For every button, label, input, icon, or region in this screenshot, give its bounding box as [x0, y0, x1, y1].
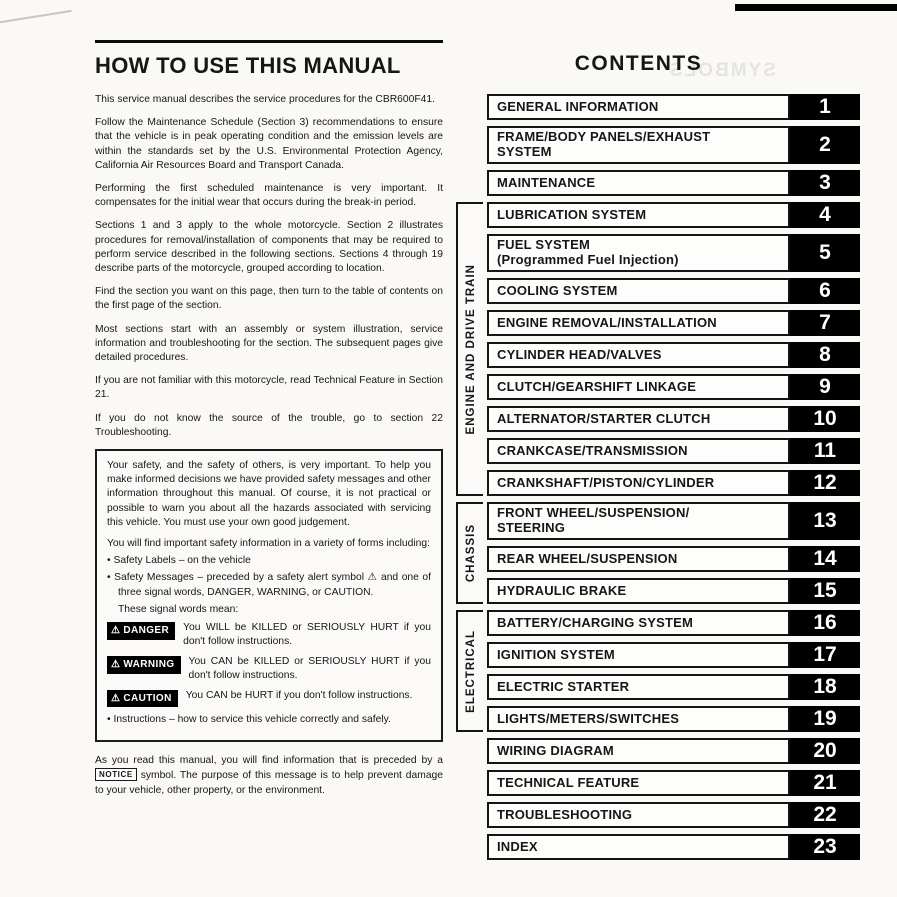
section-label [487, 578, 790, 604]
title-rule [95, 40, 443, 43]
section-label [487, 642, 790, 668]
section-label [487, 126, 790, 164]
contents-item [487, 278, 860, 304]
warning-triangle-icon: ⚠ [111, 624, 121, 636]
contents-title: CONTENTS [574, 52, 703, 75]
section-label-line: ALTERNATOR/STARTER CLUTCH [497, 410, 711, 426]
safety-bullet: • Safety Messages – preceded by a safety alert symbol ⚠ and one of three signal words, DANGER, WARNING, or CAUTION. [107, 571, 431, 599]
section-label [487, 546, 790, 572]
signal-badge [107, 656, 181, 674]
howto-paragraphs [95, 93, 443, 440]
group-label-text: ENGINE AND DRIVE TRAIN [464, 263, 477, 435]
signal-row [107, 621, 431, 649]
section-label-line: GENERAL INFORMATION [497, 98, 659, 114]
section-label-line: LUBRICATION SYSTEM [497, 206, 647, 222]
section-label [487, 278, 790, 304]
section-number: 23 [790, 834, 860, 860]
bleedthrough-text: SYMBOLS [668, 60, 776, 81]
signal-word: DANGER [123, 625, 170, 637]
section-number: 20 [790, 738, 860, 764]
signal-word: CAUTION [123, 692, 172, 704]
section-label [487, 470, 790, 496]
section-label-line: IGNITION SYSTEM [497, 646, 615, 662]
section-label [487, 738, 790, 764]
contents-item [487, 706, 860, 732]
safety-bullet: • Safety Labels – on the vehicle [107, 554, 431, 568]
section-label [487, 802, 790, 828]
signal-words-intro: These signal words mean: [118, 603, 239, 615]
signal-word: WARNING [123, 658, 175, 670]
section-label-line: WIRING DIAGRAM [497, 742, 614, 758]
section-number: 18 [790, 674, 860, 700]
section-label-line: MAINTENANCE [497, 174, 596, 190]
section-label-line: (Programmed Fuel Injection) [497, 252, 679, 267]
contents-item [487, 674, 860, 700]
section-label [487, 342, 790, 368]
contents-item [487, 802, 860, 828]
section-label-line: REAR WHEEL/SUSPENSION [497, 550, 678, 566]
warning-triangle-icon: ⚠ [111, 692, 121, 704]
section-number: 12 [790, 470, 860, 496]
paragraph: Follow the Maintenance Schedule (Section 3) recommendations to ensure that the vehicle is in peak operating condition and the emission levels are within the standards set by the U.S. Environmental Protection Agency, California Air Resources Board and Transport Canada. [95, 117, 443, 171]
contents-item [487, 438, 860, 464]
section-label-line: FRAME/BODY PANELS/EXHAUST [497, 129, 711, 145]
contents-item [487, 170, 860, 196]
signal-badge [107, 690, 178, 708]
safety-bullets [107, 554, 431, 600]
contents-group-plain [487, 738, 860, 860]
section-number: 2 [790, 126, 860, 164]
scan-corner-artifact [0, 10, 72, 24]
section-number: 22 [790, 802, 860, 828]
section-label [487, 94, 790, 120]
signal-text: You WILL be KILLED or SERIOUSLY HURT if you don't follow instructions. [183, 622, 431, 647]
section-number: 9 [790, 374, 860, 400]
section-number: 6 [790, 278, 860, 304]
safety-closing-bullet: • Instructions – how to service this vehicle correctly and safely. [107, 713, 431, 727]
section-label [487, 770, 790, 796]
contents-item [487, 770, 860, 796]
contents-item [487, 546, 860, 572]
warning-triangle-icon: ⚠ [111, 658, 121, 670]
section-number: 7 [790, 310, 860, 336]
signal-row [107, 689, 431, 708]
page-title: HOW TO USE THIS MANUAL [95, 53, 401, 78]
contents-item [487, 374, 860, 400]
section-label-line: CRANKSHAFT/PISTON/CYLINDER [497, 474, 715, 490]
section-label-line: BATTERY/CHARGING SYSTEM [497, 614, 693, 630]
section-label-line: ELECTRIC STARTER [497, 678, 630, 694]
section-label-line: SYSTEM [497, 144, 552, 159]
paragraph: If you are not familiar with this motorcycle, read Technical Feature in Section 21. [95, 375, 443, 401]
section-label-line: FRONT WHEEL/SUSPENSION/ [497, 505, 690, 521]
paragraph: Find the section you want on this page, then turn to the table of contents on the first page of the section. [95, 286, 443, 312]
contents-item [487, 642, 860, 668]
section-label-line: ENGINE REMOVAL/INSTALLATION [497, 314, 717, 330]
group-label-text: CHASSIS [464, 523, 477, 583]
section-label [487, 202, 790, 228]
contents-item [487, 502, 860, 540]
section-label-line: CYLINDER HEAD/VALVES [497, 346, 662, 362]
section-number: 17 [790, 642, 860, 668]
contents-item [487, 310, 860, 336]
paragraph: If you do not know the source of the trouble, go to section 22 Troubleshooting. [95, 412, 443, 438]
contents-group [464, 610, 860, 732]
contents-group [464, 202, 860, 496]
contents-item [487, 406, 860, 432]
notice-paragraph [95, 754, 443, 799]
section-label-line: LIGHTS/METERS/SWITCHES [497, 710, 680, 726]
contents-item [487, 738, 860, 764]
section-number: 15 [790, 578, 860, 604]
section-number: 11 [790, 438, 860, 464]
signal-rows [107, 621, 431, 707]
section-label [487, 706, 790, 732]
contents-item [487, 578, 860, 604]
section-label [487, 438, 790, 464]
section-number: 3 [790, 170, 860, 196]
contents-item [487, 202, 860, 228]
section-number: 16 [790, 610, 860, 636]
safety-box [95, 449, 443, 742]
paragraph: This service manual describes the service procedures for the CBR600F41. [95, 94, 435, 105]
contents-group-plain [487, 94, 860, 196]
signal-text: You CAN be KILLED or SERIOUSLY HURT if you don't follow instructions. [188, 655, 431, 681]
contents-item [487, 342, 860, 368]
contents-item [487, 234, 860, 272]
section-label-line: TECHNICAL FEATURE [497, 774, 640, 790]
section-label-line: CRANKCASE/TRANSMISSION [497, 442, 688, 458]
section-label [487, 406, 790, 432]
contents-group [464, 502, 860, 604]
paragraph: Performing the first scheduled maintenance is very important. It compensates for the initial wear that occurs during the break-in period. [95, 183, 443, 209]
section-label [487, 502, 790, 540]
paragraph: Most sections start with an assembly or system illustration, service information and troubleshooting for the section. The subsequent pages give detailed procedures. [95, 323, 443, 364]
section-label [487, 674, 790, 700]
contents-item [487, 470, 860, 496]
section-number: 4 [790, 202, 860, 228]
contents-item [487, 94, 860, 120]
contents-item [487, 610, 860, 636]
section-label [487, 310, 790, 336]
section-number: 14 [790, 546, 860, 572]
signal-row [107, 655, 431, 683]
notice-text-pre: As you read this manual, you will find information that is preceded by a [95, 754, 443, 766]
section-label-line: STEERING [497, 520, 566, 535]
section-label [487, 834, 790, 860]
group-label [456, 610, 483, 732]
section-number: 1 [790, 94, 860, 120]
section-number: 21 [790, 770, 860, 796]
section-number: 10 [790, 406, 860, 432]
scan-edge-artifact [735, 4, 897, 11]
section-number: 13 [790, 502, 860, 540]
how-to-use-section [95, 40, 443, 798]
section-label-line: FUEL SYSTEM [497, 237, 590, 253]
section-label [487, 170, 790, 196]
group-label [456, 202, 483, 496]
group-label [456, 502, 483, 604]
contents-item [487, 126, 860, 164]
signal-badge [107, 622, 175, 640]
safety-intro: Your safety, and the safety of others, is very important. To help you make informed decisions we have provided safety messages and other information throughout this manual. Of course, it is not practical or possible to warn you about all the hazards associated with servicing this vehicle. You must use your own good judgement. [107, 460, 431, 528]
signal-text: You CAN be HURT if you don't follow instructions. [185, 689, 413, 701]
section-label-line: COOLING SYSTEM [497, 282, 618, 298]
contents-item [487, 834, 860, 860]
section-label-line: CLUTCH/GEARSHIFT LINKAGE [497, 378, 697, 394]
section-label [487, 610, 790, 636]
section-label-line: HYDRAULIC BRAKE [497, 582, 627, 598]
section-number: 19 [790, 706, 860, 732]
notice-text-post: symbol. The purpose of this message is to help prevent damage to your vehicle, other property, or the environment. [95, 769, 443, 796]
group-label-text: ELECTRICAL [464, 629, 477, 713]
notice-chip: NOTICE [95, 768, 137, 782]
section-label-line: INDEX [497, 838, 538, 854]
paragraph: Sections 1 and 3 apply to the whole motorcycle. Section 2 illustrates procedures for removal/installation of components that may be required to perform service described in the following sections. Sections 4 through 19 describe parts of the motorcycle, grouped according to location. [95, 220, 443, 275]
section-label [487, 374, 790, 400]
safety-forms-line: You will find important safety information in a variety of forms including: [107, 538, 430, 550]
contents-list [464, 94, 860, 860]
contents-section [464, 52, 860, 860]
section-number: 8 [790, 342, 860, 368]
section-label [487, 234, 790, 272]
section-label-line: TROUBLESHOOTING [497, 806, 633, 822]
section-number: 5 [790, 234, 860, 272]
